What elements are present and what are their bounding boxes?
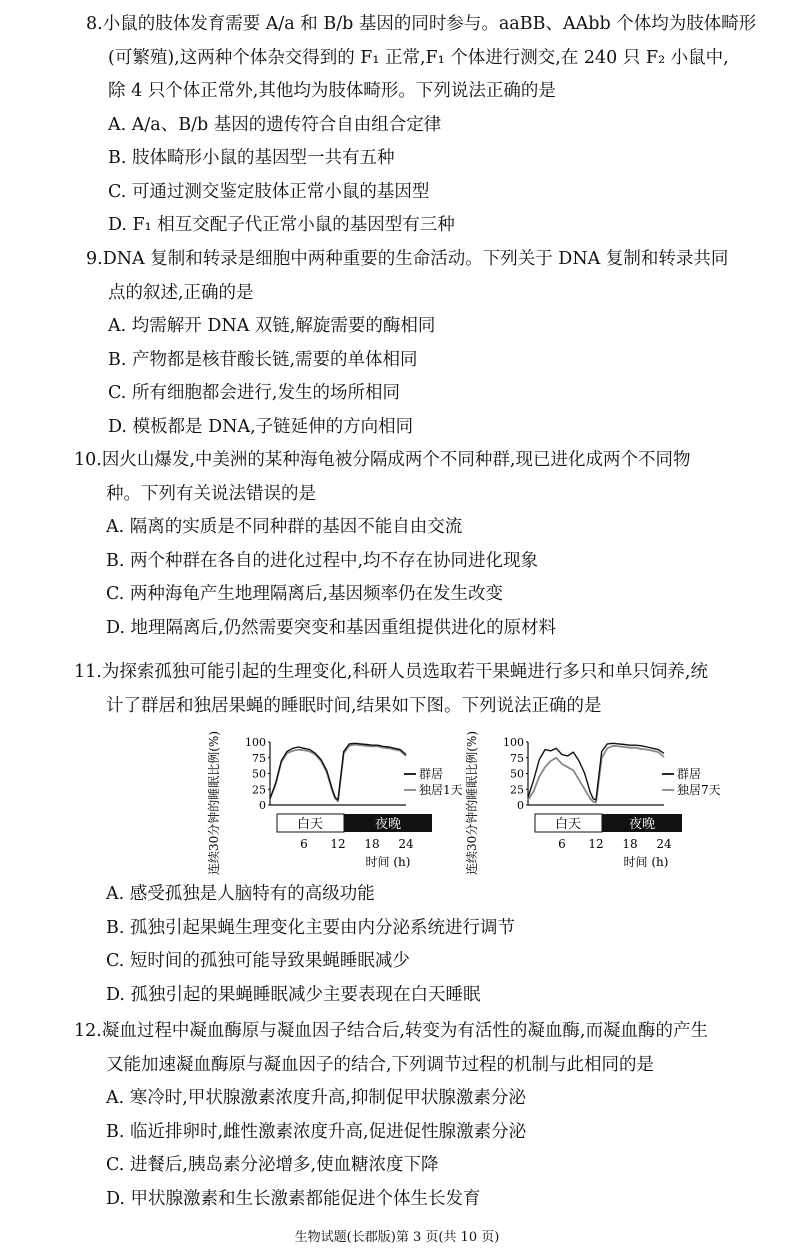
y-axis-label: 连续30分钟的睡眠比例(%) bbox=[207, 730, 221, 876]
question-number: 10. bbox=[74, 450, 102, 470]
stem-line: DNA 复制和转录是细胞中两种重要的生命活动。下列关于 DNA 复制和转录共同 bbox=[102, 249, 729, 269]
night-label: 夜晚 bbox=[374, 817, 402, 832]
sleep-figure bbox=[200, 728, 721, 878]
legend bbox=[662, 767, 721, 797]
y-axis-label: 连续30分钟的睡眠比例(%) bbox=[465, 730, 479, 876]
question-9 bbox=[86, 243, 780, 444]
y-tick-label: 75 bbox=[510, 751, 524, 765]
question-8 bbox=[86, 8, 780, 243]
question-9-stem bbox=[86, 243, 780, 277]
x-tick-label: 12 bbox=[330, 837, 346, 851]
option-a: A. 均需解开 DNA 双链,解旋需要的酶相同 bbox=[108, 316, 436, 336]
legend-label: 独居7天 bbox=[677, 783, 721, 797]
question-number: 8. bbox=[86, 14, 103, 34]
y-tick-label: 0 bbox=[259, 799, 266, 812]
stem-line: (可繁殖),这两种个体杂交得到的 F₁ 正常,F₁ 个体进行测交,在 240 只 F₂ 小鼠中, bbox=[108, 47, 729, 68]
option-a: A. A/a、B/b 基因的遗传符合自由组合定律 bbox=[108, 114, 442, 135]
stem-line: 点的叙述,正确的是 bbox=[108, 282, 254, 303]
y-tick-label: 50 bbox=[510, 767, 524, 781]
sleep-charts bbox=[200, 728, 721, 878]
option-b: B. 产物都是核苷酸长链,需要的单体相同 bbox=[108, 349, 418, 370]
option-d: D. 孤独引起的果蝇睡眠减少主要表现在白天睡眠 bbox=[106, 984, 481, 1005]
y-ticks bbox=[503, 736, 528, 812]
question-number: 11. bbox=[74, 662, 102, 682]
question-12-stem bbox=[74, 1015, 768, 1049]
legend-label: 独居1天 bbox=[419, 783, 463, 797]
y-tick-label: 0 bbox=[517, 799, 524, 812]
stem-line: 计了群居和独居果蝇的睡眠时间,结果如下图。下列说法正确的是 bbox=[106, 695, 602, 716]
series-group bbox=[528, 743, 664, 802]
option-d: D. 模板都是 DNA,子链延伸的方向相同 bbox=[108, 416, 414, 437]
series-line-独居1天 bbox=[270, 745, 406, 802]
y-tick-label: 75 bbox=[252, 751, 266, 765]
stem-line: 种。下列有关说法错误的是 bbox=[106, 483, 316, 504]
x-tick-label: 6 bbox=[300, 837, 308, 851]
option-b: B. 孤独引起果蝇生理变化主要由内分泌系统进行调节 bbox=[106, 917, 515, 938]
question-11-stem bbox=[74, 656, 768, 690]
option-a: A. 隔离的实质是不同种群的基因不能自由交流 bbox=[106, 517, 463, 537]
y-tick-label: 50 bbox=[252, 767, 266, 781]
option-a: A. 感受孤独是人脑特有的高级功能 bbox=[106, 884, 375, 904]
x-tick-label: 24 bbox=[398, 837, 414, 851]
chart-grouped-vs-isolated-7day bbox=[464, 731, 721, 875]
y-tick-label: 100 bbox=[503, 736, 524, 749]
option-d: D. 甲状腺激素和生长激素都能促进个体生长发育 bbox=[106, 1188, 481, 1209]
page-footer: 生物试题(长郡版)第 3 页(共 10 页) bbox=[294, 1230, 500, 1245]
y-tick-label: 100 bbox=[245, 736, 266, 749]
series-line-群居 bbox=[528, 743, 664, 800]
x-tick-label: 24 bbox=[656, 837, 672, 851]
series-group bbox=[270, 743, 406, 801]
day-label: 白天 bbox=[296, 817, 324, 832]
x-ticks bbox=[300, 837, 414, 851]
series-line-独居7天 bbox=[528, 746, 664, 803]
day-label: 白天 bbox=[554, 817, 582, 832]
stem-line: 又能加速凝血酶原与凝血因子的结合,下列调节过程的机制与此相同的是 bbox=[106, 1054, 655, 1075]
x-tick-label: 18 bbox=[622, 837, 638, 851]
y-tick-label: 25 bbox=[510, 783, 524, 797]
legend-label: 群居 bbox=[677, 767, 702, 781]
x-tick-label: 12 bbox=[588, 837, 604, 851]
option-d: D. F₁ 相互交配子代正常小鼠的基因型有三种 bbox=[108, 215, 455, 235]
question-10-stem bbox=[74, 444, 768, 478]
stem-line: 因火山爆发,中美洲的某种海龟被分隔成两个不同种群,现已进化成两个不同物 bbox=[101, 450, 691, 470]
question-8-stem bbox=[86, 8, 780, 42]
option-c: C. 两种海龟产生地理隔离后,基因频率仍在发生改变 bbox=[106, 584, 503, 604]
chart-grouped-vs-isolated-1day bbox=[206, 731, 463, 875]
option-b: B. 两个种群在各自的进化过程中,均不存在协同进化现象 bbox=[106, 550, 539, 571]
option-c: C. 可通过测交鉴定肢体正常小鼠的基因型 bbox=[108, 181, 430, 202]
night-label: 夜晚 bbox=[628, 817, 656, 832]
y-tick-label: 25 bbox=[252, 783, 266, 797]
stem-line: 为探索孤独可能引起的生理变化,科研人员选取若干果蝇进行多只和单只饲养,统 bbox=[101, 662, 708, 682]
stem-line: 除 4 只个体正常外,其他均为肢体畸形。下列说法正确的是 bbox=[108, 81, 556, 101]
stem-line: 小鼠的肢体发育需要 A/a 和 B/b 基因的同时参与。aaBB、AAbb 个体均为肢体畸形 bbox=[102, 14, 757, 34]
question-11 bbox=[74, 656, 768, 723]
y-ticks bbox=[245, 736, 270, 812]
question-number: 9. bbox=[86, 249, 103, 269]
question-12 bbox=[74, 1015, 768, 1216]
option-c: C. 所有细胞都会进行,发生的场所相同 bbox=[108, 383, 400, 403]
x-ticks bbox=[558, 837, 672, 851]
legend bbox=[404, 767, 463, 797]
stem-line: 凝血过程中凝血酶原与凝血因子结合后,转变为有活性的凝血酶,而凝血酶的产生 bbox=[101, 1021, 708, 1041]
x-axis-label: 时间 (h) bbox=[623, 855, 669, 869]
option-c: C. 短时间的孤独可能导致果蝇睡眠减少 bbox=[106, 951, 410, 971]
x-tick-label: 6 bbox=[558, 837, 566, 851]
question-number: 12. bbox=[74, 1021, 102, 1041]
option-a: A. 寒冷时,甲状腺激素浓度升高,抑制促甲状腺激素分泌 bbox=[106, 1088, 526, 1108]
x-tick-label: 18 bbox=[364, 837, 380, 851]
option-d: D. 地理隔离后,仍然需要突变和基因重组提供进化的原材料 bbox=[106, 617, 557, 638]
option-b: B. 肢体畸形小鼠的基因型一共有五种 bbox=[108, 148, 395, 168]
x-axis-label: 时间 (h) bbox=[365, 855, 411, 869]
option-b: B. 临近排卵时,雌性激素浓度升高,促进促性腺激素分泌 bbox=[106, 1121, 527, 1142]
legend-label: 群居 bbox=[419, 767, 444, 781]
question-10 bbox=[74, 444, 768, 645]
question-11-options bbox=[74, 878, 768, 1012]
option-c: C. 进餐后,胰岛素分泌增多,使血糖浓度下降 bbox=[106, 1155, 439, 1175]
